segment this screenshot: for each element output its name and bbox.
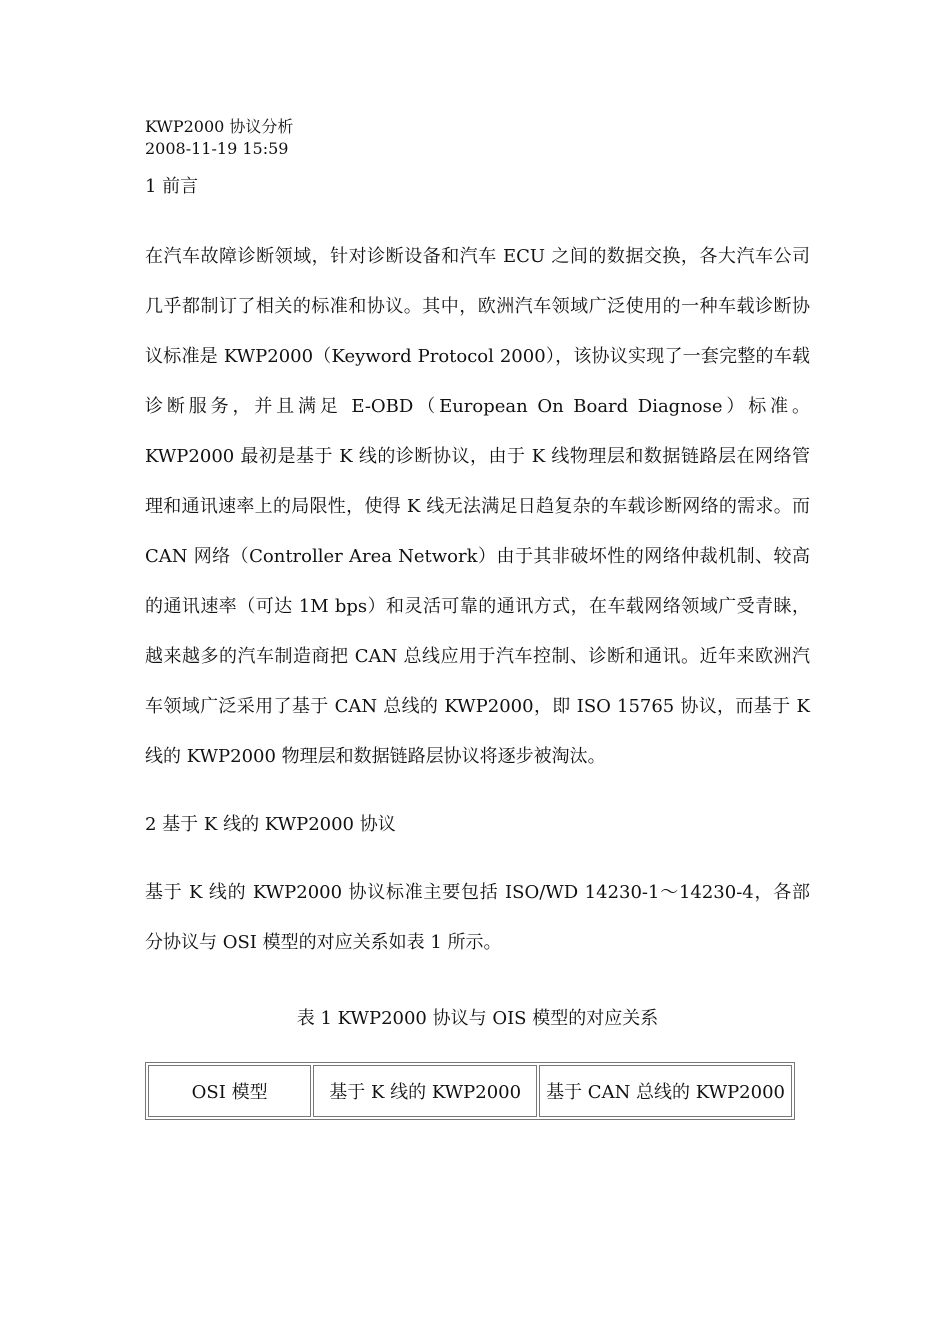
section-heading-intro: 1 前言	[145, 176, 199, 197]
section-paragraph-k-line: 基于 K 线的 KWP2000 协议标准主要包括 ISO/WD 14230-1～14230-4，各部分协议与 OSI 模型的对应关系如表 1 所示。	[145, 882, 810, 953]
table-header-can-bus: 基于 CAN 总线的 KWP2000	[539, 1065, 792, 1117]
section-paragraph-intro: 在汽车故障诊断领域，针对诊断设备和汽车 ECU 之间的数据交换，各大汽车公司几乎都制订了相关的标准和协议。其中，欧洲汽车领域广泛使用的一种车载诊断协议标准是 KWP2000（Keyword Protocol 2000），该协议实现了一套完整的车载诊断服务，并且满足 E-OBD（European On Board Diagnose）标准。KWP2000 最初是基于 K 线的诊断协议，由于 K 线物理层和数据链路层在网络管理和通讯速率上的局限性，使得 K 线无法满足日趋复杂的车载诊断网络的需求。而 CAN 网络（Controller Area Network）由于其非破坏性的网络仲裁机制、较高的通讯速率（可达 1M bps）和灵活可靠的通讯方式，在车载网络领域广受青睐，越来越多的汽车制造商把 CAN 总线应用于汽车控制、诊断和通讯。近年来欧洲汽车领域广泛采用了基于 CAN 总线的 KWP2000，即 ISO 15765 协议，而基于 K 线的 KWP2000 物理层和数据链路层协议将逐步被淘汰。	[145, 246, 810, 767]
section-heading-k-line: 2 基于 K 线的 KWP2000 协议	[145, 814, 396, 835]
osi-mapping-table	[145, 1062, 795, 1120]
document-page	[145, 116, 810, 1120]
document-title: KWP2000 协议分析	[145, 117, 294, 136]
table-header-k-line: 基于 K 线的 KWP2000	[313, 1065, 537, 1117]
document-date: 2008-11-19 15:59	[145, 139, 289, 158]
table-header-row	[148, 1065, 792, 1117]
table-caption: 表 1 KWP2000 协议与 OIS 模型的对应关系	[296, 1008, 659, 1029]
table-header-osi-model: OSI 模型	[148, 1065, 311, 1117]
